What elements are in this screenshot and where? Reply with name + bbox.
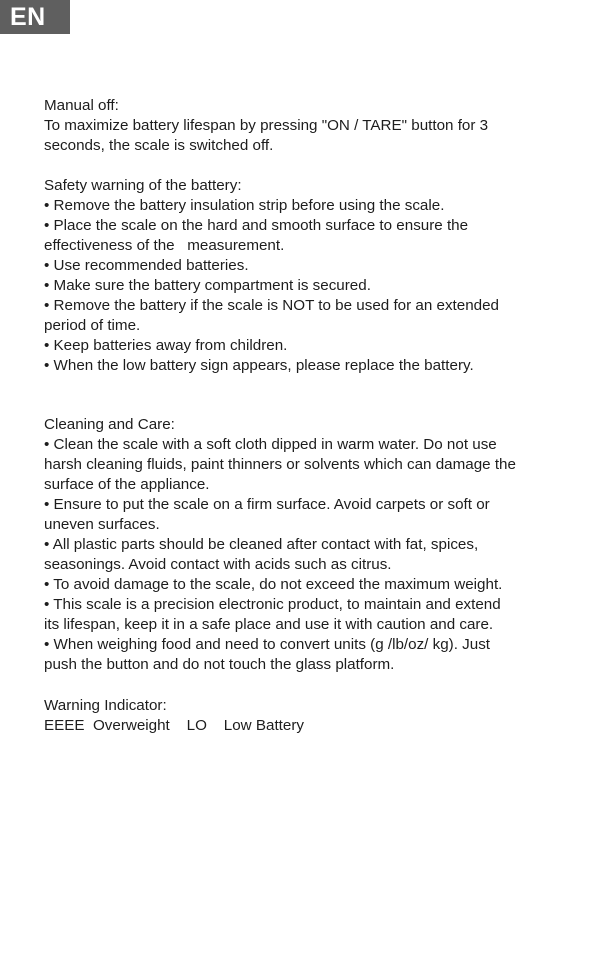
section-heading: Manual off: <box>44 97 119 114</box>
text-line: seconds, the scale is switched off. <box>44 137 274 154</box>
section-heading: Warning Indicator: <box>44 697 167 714</box>
text-line: period of time. <box>44 317 141 334</box>
spacer <box>44 156 569 176</box>
bullet-line: • When the low battery sign appears, please replace the battery. <box>44 357 474 374</box>
text-line: seasonings. Avoid contact with acids such as citrus. <box>44 556 392 573</box>
bullet-line: • When weighing food and need to convert units (g /lb/oz/ kg). Just <box>44 636 491 653</box>
bullet-line: • All plastic parts should be cleaned after contact with fat, spices, <box>44 536 479 553</box>
section-heading: Safety warning of the battery: <box>44 177 242 194</box>
language-tab: EN <box>0 0 70 34</box>
bullet-line: • Keep batteries away from children. <box>44 337 288 354</box>
text-line: uneven surfaces. <box>44 516 160 533</box>
manual-content <box>44 96 569 736</box>
spacer <box>44 675 569 696</box>
section-heading: Cleaning and Care: <box>44 416 175 433</box>
bullet-line: • Place the scale on the hard and smooth surface to ensure the <box>44 217 469 234</box>
cleaning-care-section <box>44 415 569 675</box>
bullet-line: • Ensure to put the scale on a firm surface. Avoid carpets or soft or <box>44 496 490 513</box>
indicator-legend: EEEE Overweight LO Low Battery <box>44 717 304 734</box>
text-line: push the button and do not touch the glass platform. <box>44 656 395 673</box>
bullet-line: • Remove the battery insulation strip before using the scale. <box>44 197 445 214</box>
text-line: surface of the appliance. <box>44 476 210 493</box>
bullet-line: • Make sure the battery compartment is secured. <box>44 277 371 294</box>
manual-off-section <box>44 96 569 156</box>
text-line: harsh cleaning fluids, paint thinners or solvents which can damage the <box>44 456 516 473</box>
warning-indicator-section <box>44 696 569 736</box>
bullet-line: • Clean the scale with a soft cloth dipped in warm water. Do not use <box>44 436 497 453</box>
text-line: effectiveness of the measurement. <box>44 237 285 254</box>
bullet-line: • This scale is a precision electronic product, to maintain and extend <box>44 596 501 613</box>
spacer <box>44 376 569 415</box>
text-line: its lifespan, keep it in a safe place and use it with caution and care. <box>44 616 494 633</box>
text-line: To maximize battery lifespan by pressing "ON / TARE" button for 3 <box>44 117 489 134</box>
bullet-line: • To avoid damage to the scale, do not exceed the maximum weight. <box>44 576 503 593</box>
bullet-line: • Use recommended batteries. <box>44 257 249 274</box>
bullet-line: • Remove the battery if the scale is NOT to be used for an extended <box>44 297 500 314</box>
safety-warning-section <box>44 176 569 376</box>
